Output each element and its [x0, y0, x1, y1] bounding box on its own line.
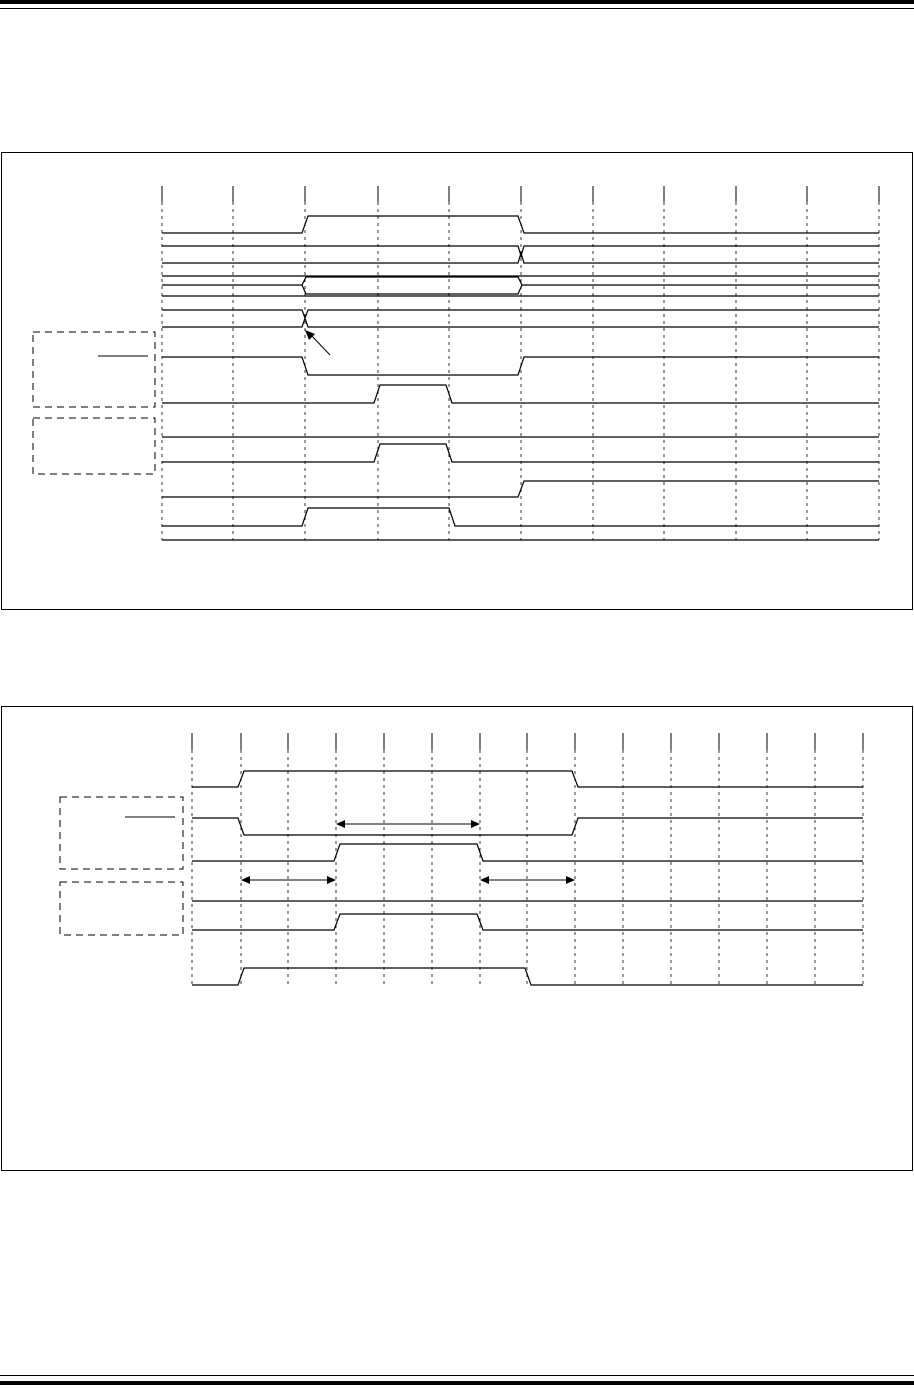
interval-arrow-2-left-head: [241, 876, 250, 884]
signal-3-waveform: [192, 844, 863, 861]
interval-arrow-3-right-head: [566, 876, 575, 884]
signal-6-waveform: [192, 968, 863, 985]
footer-rule-thick: [0, 1381, 914, 1385]
interval-arrow-1-right-head: [471, 820, 480, 828]
interval-arrow-1-left-head: [336, 820, 345, 828]
interval-arrow-2-right-head: [327, 876, 336, 884]
interval-arrow-3-left-head: [480, 876, 489, 884]
signal-2-waveform: [192, 818, 863, 835]
signal-5-waveform: [192, 914, 863, 930]
footer-rule-thin: [0, 1375, 914, 1376]
signal-1-waveform: [192, 771, 863, 787]
dashed-group-1: [60, 797, 183, 869]
dashed-group-2: [60, 882, 183, 935]
